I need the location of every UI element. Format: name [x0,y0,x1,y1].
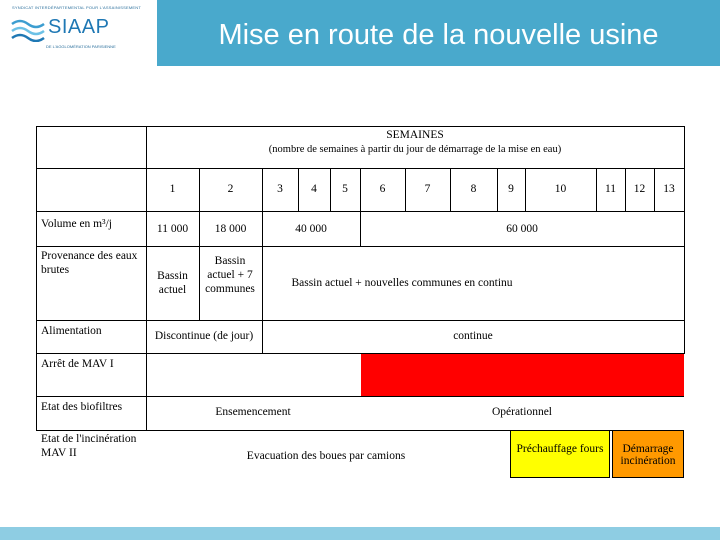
arret-label: Arrêt de MAV I [41,358,114,370]
logo-name: SIAAP [48,16,110,38]
provenance-value: Bassin actuel [157,270,188,296]
weeks-header: SEMAINES [386,129,444,141]
incineration-label: Etat de l'incinération MAV II [41,433,137,459]
page-title: Mise en route de la nouvelle usine [218,19,659,51]
provenance-label: Provenance des eaux brutes [41,250,138,276]
week-5: 5 [342,183,348,195]
week-3: 3 [277,183,283,195]
demarrage-box [612,430,684,478]
volume-label: Volume en m³/j [41,218,112,230]
weeks-subheader: (nombre de semaines à partir du jour de démarrage de la mise en eau) [268,144,562,155]
footer-bar [0,527,720,540]
prechauffage-label: Préchauffage fours [516,443,604,455]
week-1: 1 [169,183,176,195]
prechauffage-box [510,430,610,478]
siaap-logo [0,0,157,66]
wave-icon [10,14,50,42]
week-11: 11 [604,183,617,195]
provenance-value: Bassin actuel + 7 communes [205,255,255,295]
volume-value: 18 000 [214,223,247,235]
header-bar [0,0,720,66]
biofiltres-value: Opérationnel [491,406,553,418]
demarrage-label: Démarrage incinération [620,443,676,467]
volume-value: 11 000 [156,223,189,235]
alimentation-value: Discontinue (de jour) [154,330,254,342]
week-13: 13 [663,183,675,195]
alimentation-label: Alimentation [41,325,102,337]
week-2: 2 [227,183,234,195]
week-8: 8 [470,183,477,195]
week-6: 6 [379,183,386,195]
week-12: 12 [633,183,646,195]
week-4: 4 [311,183,317,195]
arret-bar [361,354,684,396]
week-10: 10 [554,183,567,195]
week-7: 7 [424,183,431,195]
provenance-value: Bassin actuel + nouvelles communes en continu [291,277,513,289]
logo-bottom-text: DE L'AGGLOMÉRATION PARISIENNE [46,44,116,49]
biofiltres-value: Ensemencement [215,406,291,418]
volume-value: 40 000 [295,223,327,235]
logo-top-text: SYNDICAT INTERDÉPARTEMENTAL POUR L'ASSAINISSEMENT [12,5,141,10]
alimentation-value: continue [453,330,493,342]
biofiltres-label: Etat des biofiltres [41,401,123,413]
volume-value: 60 000 [506,223,538,235]
incineration-value: Evacuation des boues par camions [246,450,406,462]
week-9: 9 [508,183,514,195]
